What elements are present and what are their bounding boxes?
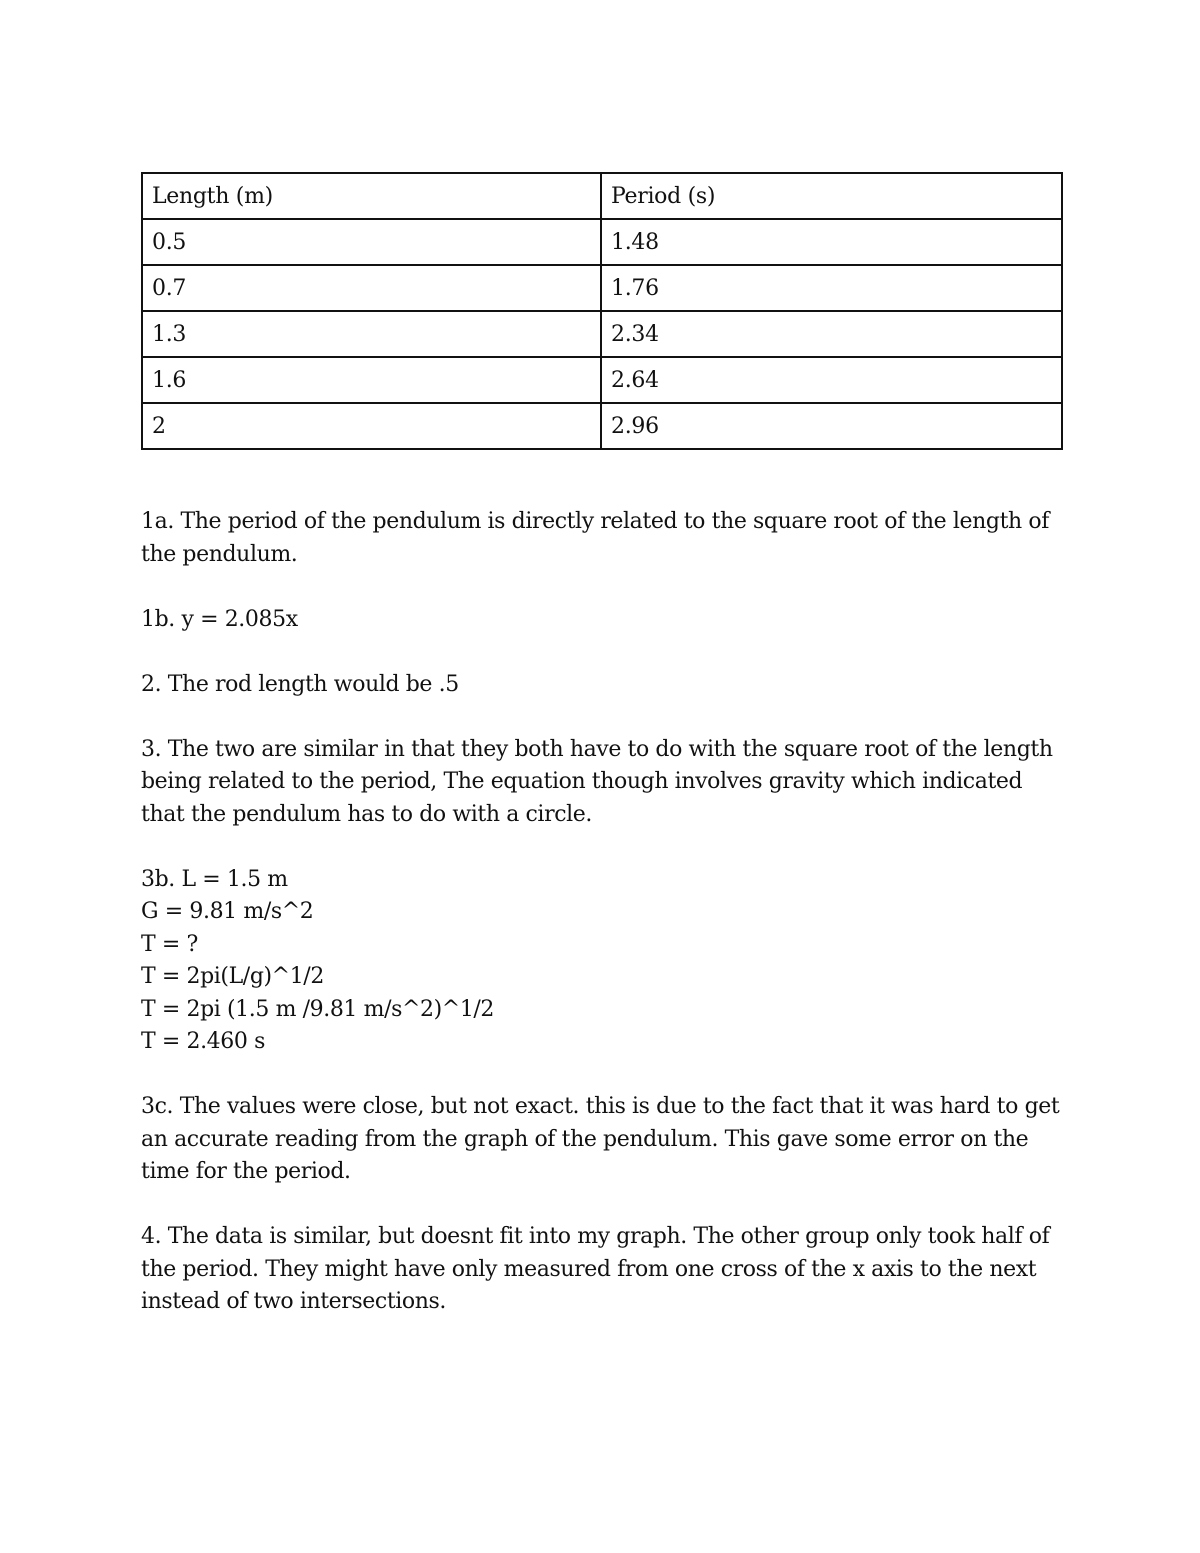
length-cell: 2 [142, 403, 601, 449]
period-cell: 2.64 [601, 357, 1062, 403]
answer-3b-line: T = 2pi(L/g)^1/2 [141, 964, 324, 989]
header-period: Period (s) [601, 173, 1062, 219]
answer-3b-line: T = 2.460 s [141, 1029, 265, 1054]
answer-3b-line: T = ? [141, 931, 198, 957]
answer-3b [141, 864, 1071, 1059]
length-cell: 0.5 [142, 219, 601, 265]
period-cell: 1.48 [601, 219, 1062, 265]
answer-3b-line: G = 9.81 m/s^2 [141, 899, 314, 924]
answer-3b-line: 3b. L = 1.5 m [141, 866, 288, 892]
answer-3: 3. The two are similar in that they both have to do with the square root of the length being related to the period, The equation though involves gravity which indicated that the pendulum has to do with a circle. [141, 736, 1053, 827]
table-row [142, 357, 1062, 403]
length-period-table [141, 172, 1063, 450]
answers-section [141, 506, 1071, 1351]
period-cell: 1.76 [601, 265, 1062, 311]
answer-1b: 1b. y = 2.085x [141, 606, 298, 632]
length-cell: 1.6 [142, 357, 601, 403]
answer-3b-line: T = 2pi (1.5 m /9.81 m/s^2)^1/2 [141, 996, 495, 1022]
table-row [142, 219, 1062, 265]
answer-4: 4. The data is similar, but doesnt fit into my graph. The other group only took half of the period. They might have only measured from one cross of the x axis to the next instead of two intersections. [141, 1224, 1050, 1314]
period-cell: 2.96 [601, 403, 1062, 449]
table-row [142, 311, 1062, 357]
period-cell: 2.34 [601, 311, 1062, 357]
header-length: Length (m) [142, 173, 601, 219]
answer-1a: 1a. The period of the pendulum is directly related to the square root of the length of the pendulum. [141, 509, 1049, 567]
table-row [142, 403, 1062, 449]
length-cell: 0.7 [142, 265, 601, 311]
table-row [142, 265, 1062, 311]
table-header-row [142, 173, 1062, 219]
length-cell: 1.3 [142, 311, 601, 357]
answer-2: 2. The rod length would be .5 [141, 671, 459, 697]
answer-3c: 3c. The values were close, but not exact. this is due to the fact that it was hard to get an accurate reading from the graph of the pendulum. This gave some error on the time for the period. [141, 1094, 1060, 1184]
